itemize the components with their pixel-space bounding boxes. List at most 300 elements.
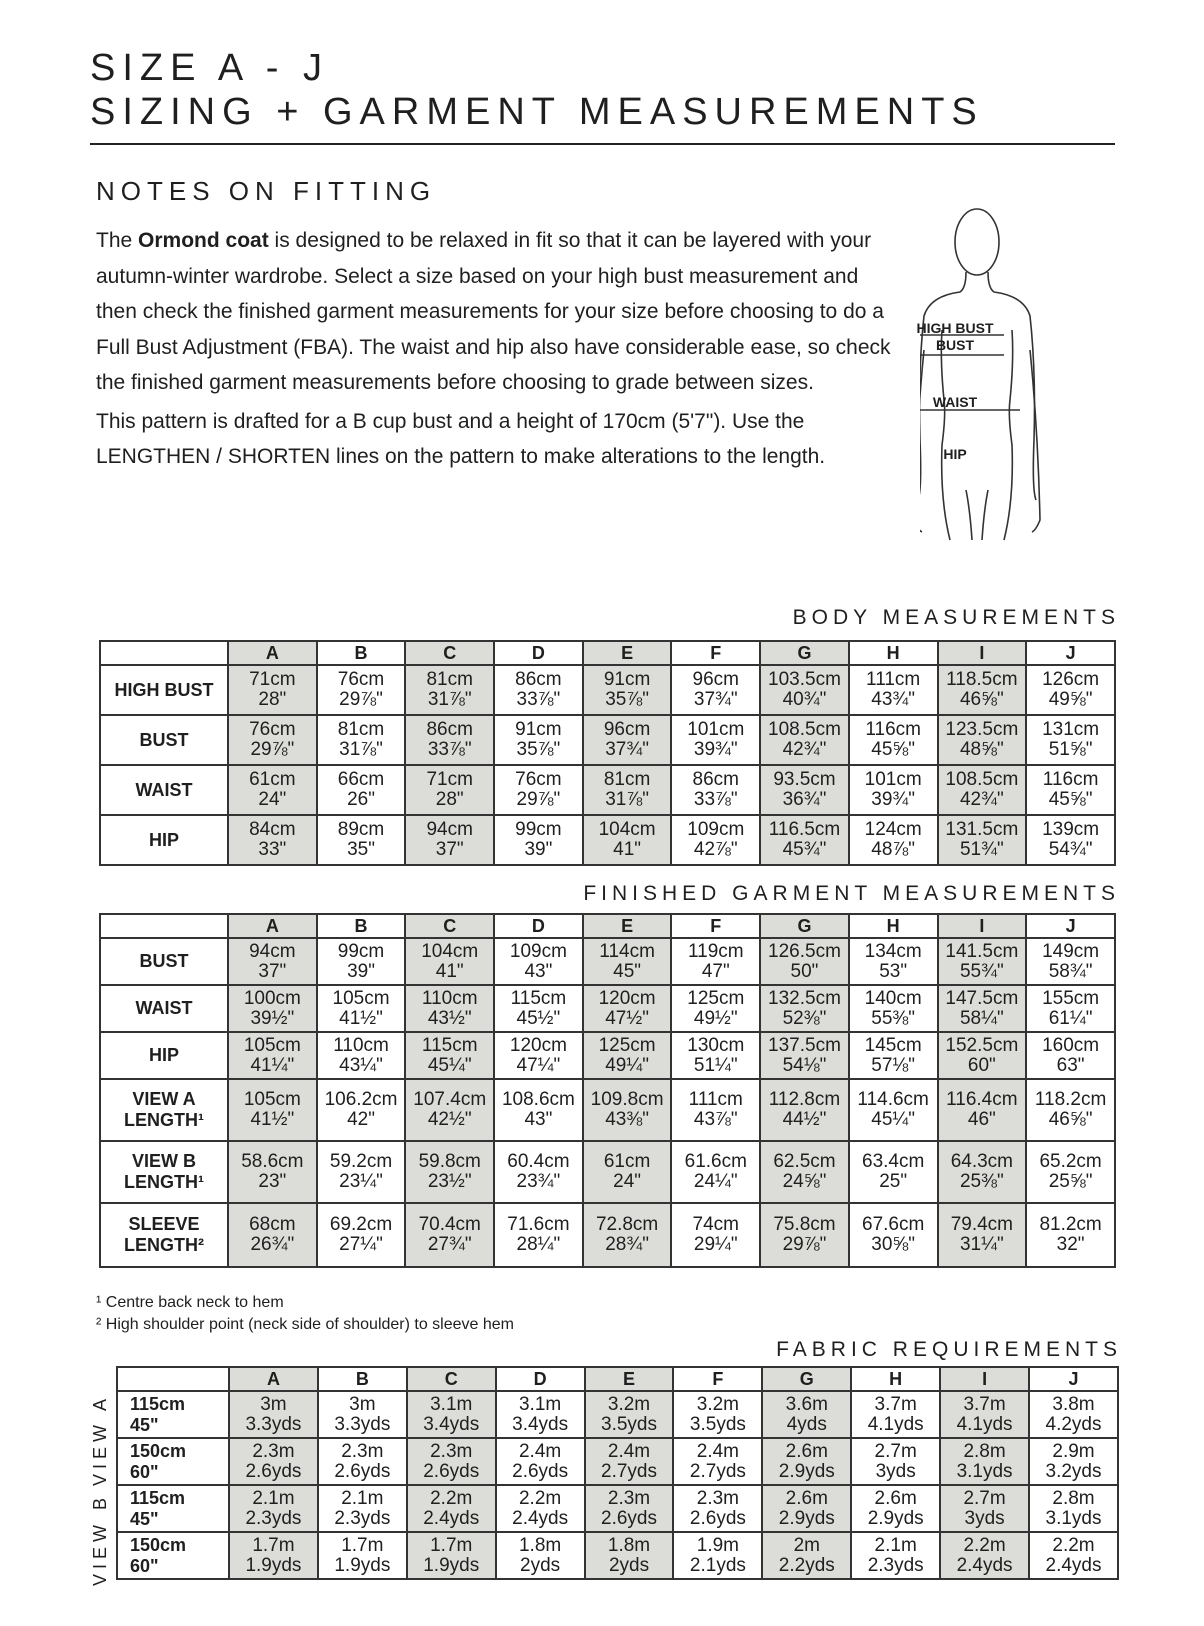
cell-imperial: 54¾" — [1048, 839, 1093, 860]
cell-metric: 132.5cm — [768, 987, 841, 1009]
cell-imperial: 45⅝" — [1048, 789, 1093, 810]
view-b-side-label: VIEW B — [90, 1492, 110, 1586]
cell-metric: 137.5cm — [768, 1034, 841, 1056]
cell-imperial: 53" — [879, 960, 908, 982]
table-cell-g — [760, 1032, 849, 1079]
cell-metric: 152.5cm — [945, 1034, 1019, 1056]
cell-imperial: 2.2yds — [778, 1554, 835, 1576]
cell-imperial: 3.2yds — [1045, 1460, 1102, 1482]
size-header-c: C — [405, 914, 494, 938]
table-cell-d — [494, 1203, 583, 1267]
finished-measurements-title: FINISHED GARMENT MEASUREMENTS — [583, 882, 1120, 905]
cell-metric: 84cm — [249, 819, 296, 840]
table-row — [117, 1391, 1118, 1438]
table-cell-f — [673, 1391, 762, 1438]
cell-metric: 81cm — [603, 769, 651, 790]
footnote-2: ² High shoulder point (neck side of shoulder) to sleeve hem — [96, 1316, 514, 1333]
table-row — [100, 1141, 1115, 1203]
table-cell-d — [496, 1485, 585, 1532]
size-header-f: F — [671, 641, 760, 665]
table-cell-b — [317, 1032, 406, 1079]
cell-imperial: 2.3yds — [867, 1554, 924, 1576]
table-cell-a — [229, 1485, 318, 1532]
table-cell-e — [583, 815, 672, 865]
body-measurements-title: BODY MEASUREMENTS — [792, 606, 1120, 629]
table-cell-b — [317, 1203, 406, 1267]
figure-label-high-bust: HIGH BUST — [916, 320, 994, 336]
cell-imperial: 2.6yds — [334, 1460, 391, 1482]
cell-metric: 3.7m — [963, 1393, 1006, 1415]
cell-metric: 81.2cm — [1039, 1214, 1102, 1235]
cell-metric: 2.2m — [430, 1487, 473, 1509]
cell-imperial: 2.6yds — [512, 1460, 569, 1482]
table-cell-j — [1026, 938, 1115, 985]
cell-metric: 79.4cm — [950, 1214, 1013, 1235]
table-cell-a — [228, 938, 317, 985]
cell-imperial: 41" — [613, 839, 642, 860]
cell-imperial: 58¾" — [1048, 960, 1093, 982]
row-label — [100, 1032, 228, 1079]
cell-imperial: 41" — [435, 960, 464, 982]
cell-imperial: 3.5yds — [689, 1413, 746, 1435]
cell-metric: 109cm — [509, 940, 567, 962]
cell-metric: 2.7m — [963, 1487, 1006, 1509]
size-header-c: C — [405, 641, 494, 665]
notes-p1-pre: The — [96, 229, 139, 252]
table-cell-h — [851, 1485, 940, 1532]
table-cell-c — [407, 1532, 496, 1579]
cell-metric: 155cm — [1042, 987, 1100, 1009]
cell-metric: 3.8m — [1052, 1393, 1095, 1415]
fabric-requirements-table — [116, 1366, 1119, 1580]
row-label — [100, 665, 228, 715]
row-label-line-1: VIEW B — [131, 1151, 196, 1171]
size-header-h: H — [851, 1367, 940, 1391]
table-cell-b — [317, 985, 406, 1032]
cell-metric: 94cm — [249, 940, 296, 962]
cell-metric: 114cm — [599, 940, 655, 962]
cell-metric: 124cm — [864, 819, 922, 840]
cell-imperial: 55¾" — [959, 960, 1004, 982]
row-label-line-1: SLEEVE — [128, 1214, 200, 1234]
table-cell-c — [405, 985, 494, 1032]
table-cell-g — [760, 1079, 849, 1141]
table-cell-c — [407, 1485, 496, 1532]
cell-imperial: 27¾" — [427, 1234, 472, 1255]
cell-metric: 89cm — [337, 819, 385, 840]
cell-imperial: 33⅞" — [516, 689, 561, 710]
cell-imperial: 3yds — [964, 1507, 1005, 1529]
row-label — [100, 1141, 228, 1203]
table-cell-c — [405, 765, 494, 815]
cell-metric: 3.7m — [874, 1393, 917, 1415]
table-cell-j — [1026, 1203, 1115, 1267]
table-cell-b — [317, 765, 406, 815]
cell-imperial: 2.9yds — [778, 1460, 835, 1482]
size-header-j: J — [1026, 914, 1115, 938]
cell-metric: 3.2m — [696, 1393, 740, 1415]
cell-imperial: 51⅝" — [1048, 739, 1093, 760]
cell-imperial: 42" — [347, 1109, 375, 1130]
table-cell-a — [228, 815, 317, 865]
size-header-i: I — [938, 641, 1027, 665]
cell-imperial: 27¼" — [339, 1234, 383, 1255]
cell-metric: 115cm — [421, 1034, 478, 1056]
cell-imperial: 30⅝" — [871, 1234, 916, 1255]
cell-imperial: 24" — [258, 789, 287, 810]
table-cell-g — [762, 1391, 851, 1438]
cell-metric: 134cm — [864, 940, 922, 962]
cell-metric: 3.1m — [430, 1393, 473, 1415]
cell-metric: 86cm — [692, 769, 740, 790]
cell-imperial: 41¼" — [250, 1054, 295, 1076]
table-row — [117, 1485, 1118, 1532]
table-cell-b — [317, 1141, 406, 1203]
cell-metric: 112.8cm — [768, 1089, 841, 1110]
size-header-a: A — [229, 1367, 318, 1391]
cell-imperial: 2.3yds — [245, 1507, 302, 1529]
footnote-1: ¹ Centre back neck to hem — [96, 1294, 284, 1311]
pattern-name: Ormond coat — [138, 229, 269, 252]
table-cell-b — [317, 938, 406, 985]
view-a-side-label: VIEW A — [90, 1393, 110, 1486]
cell-imperial: 52⅜" — [782, 1007, 827, 1029]
cell-metric: 99cm — [515, 819, 562, 840]
table-cell-e — [583, 1141, 672, 1203]
cell-metric: 86cm — [426, 719, 473, 740]
size-header-b: B — [317, 914, 406, 938]
table-row — [100, 665, 1115, 715]
table-cell-b — [318, 1391, 407, 1438]
cell-metric: 126cm — [1042, 669, 1100, 690]
cell-imperial: 29⅞" — [782, 1234, 827, 1255]
cell-imperial: 2.6yds — [689, 1507, 746, 1529]
cell-imperial: 45¾" — [782, 839, 827, 860]
table-cell-e — [583, 765, 672, 815]
table-cell-i — [938, 1032, 1027, 1079]
cell-imperial: 45⅝" — [871, 739, 916, 760]
cell-imperial: 39¾" — [871, 789, 916, 810]
cell-imperial: 47" — [701, 960, 730, 982]
cell-imperial: 43⅜" — [605, 1109, 649, 1130]
table-cell-d — [494, 1032, 583, 1079]
table-cell-g — [760, 665, 849, 715]
cell-imperial: 25⅜" — [959, 1171, 1004, 1192]
cell-imperial: 2yds — [608, 1554, 650, 1576]
table-cell-i — [938, 765, 1027, 815]
cell-metric: 76cm — [515, 769, 562, 790]
cell-metric: 120cm — [509, 1034, 567, 1056]
cell-metric: 2.6m — [874, 1487, 917, 1509]
cell-imperial: 4.1yds — [867, 1413, 924, 1435]
size-header-row — [100, 641, 1115, 665]
table-cell-d — [494, 1079, 583, 1141]
cell-imperial: 42¾" — [959, 789, 1004, 810]
size-header-d: D — [496, 1367, 585, 1391]
cell-imperial: 48⅞" — [871, 839, 916, 860]
notes-paragraph-2: This pattern is drafted for a B cup bust and a height of 170cm (5'7"). Use the LENGTHEN / SHORTEN lines on the pattern to make alterations to the length. — [96, 409, 826, 468]
cell-metric: 1.7m — [430, 1534, 473, 1556]
table-cell-a — [228, 765, 317, 815]
cell-imperial: 2.4yds — [512, 1507, 569, 1529]
cell-imperial: 23¾" — [516, 1171, 561, 1192]
cell-imperial: 60" — [967, 1054, 996, 1076]
table-cell-d — [496, 1391, 585, 1438]
cell-imperial: 2.6yds — [601, 1507, 657, 1529]
table-cell-b — [318, 1532, 407, 1579]
row-label-line-2: LENGTH¹ — [124, 1110, 204, 1130]
cell-metric: 3m — [260, 1393, 287, 1415]
table-cell-f — [673, 1438, 762, 1485]
cell-metric: 120cm — [598, 987, 656, 1009]
cell-imperial: 24" — [613, 1171, 642, 1192]
page-title — [90, 46, 984, 134]
cell-metric: 93.5cm — [773, 769, 836, 790]
table-cell-a — [229, 1532, 318, 1579]
table-cell-g — [760, 715, 849, 765]
cell-metric: 131cm — [1042, 719, 1100, 740]
cell-metric: 81cm — [337, 719, 385, 740]
table-row — [117, 1532, 1118, 1579]
cell-imperial: 2yds — [520, 1554, 561, 1576]
cell-imperial: 41½" — [250, 1109, 295, 1130]
table-cell-f — [671, 1203, 760, 1267]
table-cell-e — [583, 938, 672, 985]
cell-imperial: 58¼" — [959, 1007, 1004, 1029]
cell-metric: 2.4m — [696, 1440, 740, 1462]
table-cell-d — [494, 1141, 583, 1203]
size-header-f: F — [673, 1367, 762, 1391]
table-cell-i — [938, 1141, 1027, 1203]
cell-metric: 91cm — [603, 669, 651, 690]
size-header-e: E — [583, 641, 672, 665]
table-cell-e — [585, 1391, 674, 1438]
size-header-a: A — [228, 641, 317, 665]
table-cell-g — [760, 1203, 849, 1267]
cell-metric: 2.3m — [252, 1440, 295, 1462]
cell-imperial: 45¼" — [427, 1054, 472, 1076]
table-cell-c — [405, 1203, 494, 1267]
table-cell-c — [405, 665, 494, 715]
cell-metric: 61cm — [603, 1151, 651, 1172]
table-cell-d — [494, 815, 583, 865]
table-cell-i — [938, 1203, 1027, 1267]
cell-metric: 96cm — [603, 719, 651, 740]
row-label — [117, 1391, 229, 1438]
table-cell-h — [849, 1032, 938, 1079]
cell-metric: 76cm — [337, 669, 385, 690]
table-cell-j — [1026, 1079, 1115, 1141]
cell-imperial: 51¼" — [693, 1054, 738, 1076]
cell-metric: 74cm — [692, 1214, 740, 1235]
cell-imperial: 37¾" — [605, 739, 649, 760]
row-label-line-2: 45" — [130, 1508, 159, 1529]
row-label — [100, 765, 228, 815]
cell-imperial: 33⅞" — [427, 739, 472, 760]
table-row — [100, 765, 1115, 815]
cell-imperial: 31⅞" — [427, 689, 472, 710]
cell-metric: 125cm — [687, 987, 745, 1009]
cell-imperial: 1.9yds — [423, 1554, 480, 1576]
cell-imperial: 3.4yds — [512, 1413, 569, 1435]
cell-imperial: 3.1yds — [956, 1460, 1013, 1482]
cell-imperial: 2.7yds — [689, 1460, 746, 1482]
cell-metric: 2.8m — [1052, 1487, 1095, 1509]
table-cell-e — [583, 715, 672, 765]
row-label-line-1: WAIST — [135, 779, 193, 800]
cell-imperial: 43⅞" — [693, 1109, 738, 1130]
table-cell-a — [228, 1141, 317, 1203]
cell-metric: 65.2cm — [1039, 1151, 1102, 1172]
table-cell-h — [849, 1079, 938, 1141]
cell-imperial: 45" — [613, 960, 642, 982]
cell-metric: 58.6cm — [241, 1151, 304, 1172]
row-label — [100, 1079, 228, 1141]
table-cell-e — [583, 985, 672, 1032]
cell-imperial: 39¾" — [693, 739, 738, 760]
notes-p1-post: is designed to be relaxed in fit so that it can be layered with your autumn-winter wardrobe. Select a size based on your high bust measurement and then check the finished garment measurements for your size before choosing to do a Full Bust Adjustment (FBA). The waist and hip also have considerable ease, so check the finished garment measurements before choosing to grade between sizes. — [96, 229, 891, 394]
cell-metric: 2.4m — [607, 1440, 651, 1462]
cell-metric: 160cm — [1042, 1034, 1100, 1056]
cell-imperial: 31¼" — [959, 1234, 1004, 1255]
cell-metric: 2.3m — [696, 1487, 740, 1509]
cell-imperial: 49⅝" — [1048, 689, 1093, 710]
cell-metric: 104cm — [421, 940, 479, 962]
cell-metric: 1.7m — [341, 1534, 384, 1556]
table-cell-j — [1029, 1532, 1118, 1579]
title-line-2: SIZING + GARMENT MEASUREMENTS — [90, 91, 984, 133]
table-cell-c — [407, 1391, 496, 1438]
table-cell-c — [405, 815, 494, 865]
table-cell-e — [583, 1032, 672, 1079]
cell-imperial: 4yds — [786, 1413, 827, 1435]
table-row — [100, 1032, 1115, 1079]
cell-imperial: 3.1yds — [1045, 1507, 1102, 1529]
row-label — [100, 985, 228, 1032]
row-label-line-1: HIP — [148, 829, 179, 850]
table-cell-h — [849, 985, 938, 1032]
cell-imperial: 49½" — [693, 1007, 738, 1029]
cell-imperial: 42½" — [427, 1109, 472, 1130]
cell-metric: 149cm — [1042, 940, 1100, 962]
cell-metric: 119cm — [687, 940, 744, 962]
table-cell-g — [762, 1532, 851, 1579]
cell-imperial: 28¼" — [516, 1234, 561, 1255]
cell-metric: 145cm — [864, 1034, 922, 1056]
cell-imperial: 26" — [347, 789, 375, 810]
cell-imperial: 2.9yds — [867, 1507, 924, 1529]
cell-imperial: 2.3yds — [334, 1507, 391, 1529]
row-label-line-1: 150cm — [130, 1534, 187, 1555]
table-cell-h — [849, 665, 938, 715]
cell-imperial: 40¾" — [782, 689, 827, 710]
size-header-e: E — [583, 914, 672, 938]
cell-metric: 108.5cm — [768, 719, 841, 740]
cell-metric: 94cm — [426, 819, 473, 840]
cell-metric: 105cm — [243, 1089, 301, 1110]
table-cell-a — [228, 715, 317, 765]
cell-metric: 2.4m — [518, 1440, 562, 1462]
cell-metric: 71cm — [249, 669, 296, 690]
table-cell-f — [671, 985, 760, 1032]
cell-metric: 1.9m — [696, 1534, 740, 1556]
cell-imperial: 61¼" — [1048, 1007, 1093, 1029]
cell-imperial: 1.9yds — [334, 1554, 391, 1576]
table-cell-g — [760, 985, 849, 1032]
cell-imperial: 4.1yds — [956, 1413, 1013, 1435]
cell-imperial: 43¼" — [339, 1054, 383, 1076]
title-divider — [90, 143, 1115, 145]
table-cell-e — [583, 665, 672, 715]
cell-imperial: 4.2yds — [1045, 1413, 1102, 1435]
table-cell-e — [585, 1438, 674, 1485]
table-cell-j — [1026, 715, 1115, 765]
cell-imperial: 57⅛" — [871, 1054, 916, 1076]
table-cell-g — [762, 1438, 851, 1485]
table-row — [100, 938, 1115, 985]
cell-metric: 116.4cm — [946, 1089, 1018, 1110]
cell-metric: 61cm — [249, 769, 296, 790]
table-row — [100, 1079, 1115, 1141]
cell-metric: 130cm — [687, 1034, 745, 1056]
row-label-line-1: 115cm — [130, 1487, 186, 1508]
cell-imperial: 2.9yds — [778, 1507, 835, 1529]
table-cell-c — [405, 1141, 494, 1203]
table-cell-j — [1029, 1438, 1118, 1485]
table-cell-e — [583, 1079, 672, 1141]
header-corner — [100, 641, 228, 665]
cell-metric: 2.9m — [1052, 1440, 1095, 1462]
cell-metric: 125cm — [598, 1034, 656, 1056]
cell-metric: 59.2cm — [329, 1151, 393, 1172]
table-cell-j — [1029, 1485, 1118, 1532]
cell-metric: 126.5cm — [768, 940, 841, 962]
table-cell-e — [585, 1532, 674, 1579]
cell-imperial: 2.6yds — [423, 1460, 480, 1482]
size-header-g: G — [760, 641, 849, 665]
row-label — [100, 815, 228, 865]
cell-metric: 105cm — [332, 987, 390, 1009]
table-cell-a — [228, 1032, 317, 1079]
cell-imperial: 31⅞" — [339, 739, 383, 760]
table-cell-b — [318, 1485, 407, 1532]
cell-metric: 68cm — [249, 1214, 296, 1235]
row-label — [100, 938, 228, 985]
cell-metric: 3.6m — [785, 1393, 828, 1415]
cell-imperial: 23" — [258, 1171, 287, 1192]
table-cell-f — [671, 938, 760, 985]
table-cell-j — [1026, 765, 1115, 815]
cell-metric: 3m — [349, 1393, 376, 1415]
row-label-line-1: HIGH BUST — [114, 679, 214, 700]
cell-imperial: 36¾" — [782, 789, 827, 810]
cell-metric: 140cm — [864, 987, 922, 1009]
size-header-b: B — [318, 1367, 407, 1391]
cell-metric: 118.2cm — [1034, 1089, 1107, 1110]
cell-metric: 61.6cm — [684, 1151, 747, 1172]
cell-metric: 70.4cm — [418, 1214, 481, 1235]
table-cell-b — [317, 715, 406, 765]
cell-metric: 109.8cm — [590, 1089, 664, 1110]
body-measurements-table — [99, 640, 1116, 866]
cell-imperial: 26¾" — [250, 1234, 295, 1255]
body-outline-icon — [920, 200, 1070, 560]
cell-imperial: 48⅝" — [959, 739, 1004, 760]
cell-imperial: 2.7yds — [601, 1460, 657, 1482]
cell-metric: 104cm — [598, 819, 656, 840]
cell-imperial: 54⅛" — [782, 1054, 827, 1076]
size-header-h: H — [849, 914, 938, 938]
